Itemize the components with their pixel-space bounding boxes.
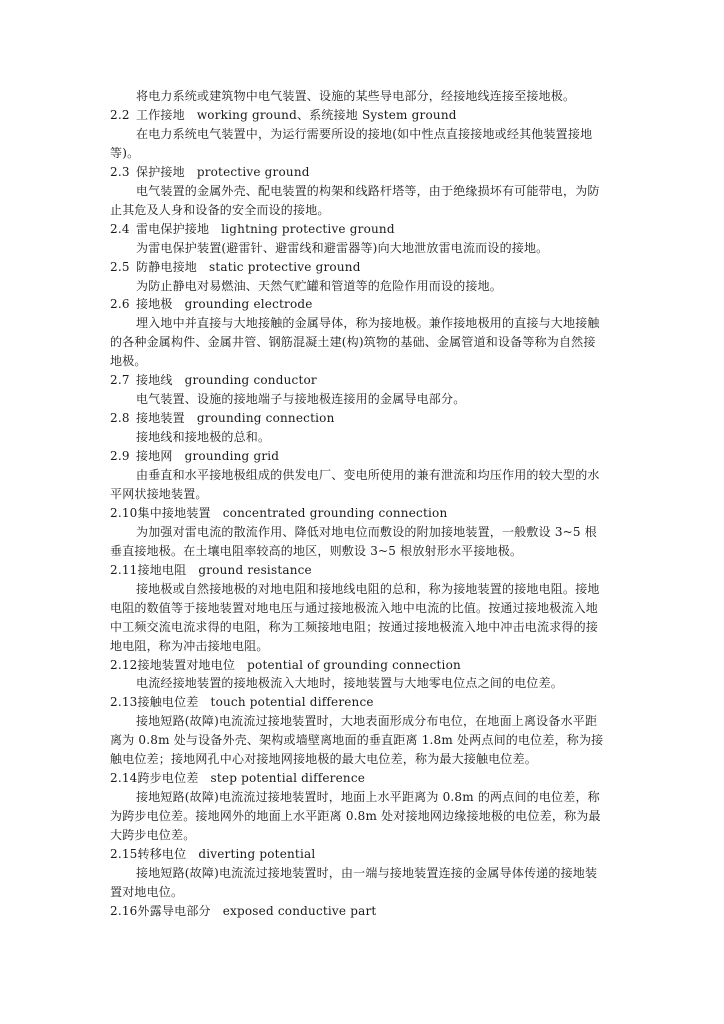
paragraph-first-line: 为雷电保护装置(避雷针、避雷线和避雷器等)向大地泄放雷电流而设的接地。 [136,240,549,255]
paragraph-first-line: 接地线和接地极的总和。 [136,430,271,445]
section-heading [110,505,447,521]
section-term-english: lightning protective ground [221,221,395,236]
paragraph-first-line: 将电力系统或建筑物中电气装置、设施的某些导电部分，经接地线连接至接地极。 [136,89,576,103]
paragraph-line: 为跨步电位差。接地网外的地面上水平距离 0.8m 处对接地网边缘接地极的电位差，称为最 [110,809,601,824]
paragraph-line: 等)。 [110,145,140,160]
section-number: 2.8 [110,411,130,426]
section-term-chinese: 接地装置 [136,411,185,426]
section-heading [110,221,395,237]
paragraph-first-line: 电流经接地装置的接地极流入大地时，接地装置与大地零电位点之间的电位差。 [136,676,564,691]
paragraph-first-line: 为防止静电对易燃油、天然气贮罐和管道等的危险作用而设的接地。 [136,278,503,293]
section-term-english: exposed conductive part [222,903,377,918]
section-term-english: grounding electrode [184,297,313,312]
paragraph-first-line: 接地短路(故障)电流流过接地装置时，由一端与接地装置连接的金属导体传递的接地装 [136,865,598,880]
paragraph-line: 的各种金属构件、金属井管、钢筋混凝土建(构)筑物的基础、金属管道和设备等称为自然接 [110,335,596,350]
section-heading [110,694,374,710]
section-number: 2.3 [110,164,130,179]
section-term-chinese: 接地网 [136,449,173,464]
section-heading [110,903,376,919]
paragraph-first-line: 接地极或自然接地极的对地电阻和接地线电阻的总和，称为接地装置的接地电阻。接地 [136,581,600,596]
section-term-english: potential of grounding connection [247,657,461,672]
paragraph-line: 置对地电位。 [110,884,184,899]
paragraph-first-line: 为加强对雷电流的散流作用、降低对地电位而敷设的附加接地装置，一般敷设 3~5 根 [136,524,597,539]
section-heading [110,164,310,180]
section-term-english: static protective ground [209,259,361,274]
section-term-english: grounding connection [196,411,335,426]
paragraph-line: 平网状接地装置。 [110,486,208,501]
paragraph-first-line: 由垂直和水平接地极组成的供发电厂、变电所使用的兼有泄流和均压作用的较大型的水 [136,468,600,482]
section-heading [110,410,335,426]
section-term-english: protective ground [196,164,310,179]
section-term-chinese: 转移电位 [137,847,187,861]
paragraph-first-line: 埋入地中并直接与大地接触的金属导体，称为接地极。兼作接地极用的直接与大地接触 [136,316,600,331]
section-term-chinese: 接地装置对地电位 [137,657,236,672]
section-term-chinese: 外露导电部分 [137,903,211,918]
paragraph-first-line: 接地短路(故障)电流流过接地装置时，大地表面形成分布电位，在地面上离设备水平距 [136,714,598,729]
section-number: 2.13 [110,695,138,710]
section-term-chinese: 集中接地装置 [137,505,211,520]
section-term-chinese: 接地极 [136,297,173,312]
section-heading [110,770,365,786]
section-number: 2.9 [110,449,130,464]
paragraph-line: 电阻的数值等于接地装置对地电压与通过接地极流入地中电流的比值。按通过接地极流入地 [110,600,599,615]
paragraph-line: 触电位差；接地网孔中心对接地网接地极的最大电位差，称为最大接触电位差。 [110,752,538,767]
section-heading [110,259,361,275]
section-heading [110,846,315,862]
section-heading [110,657,461,673]
section-heading [110,296,313,312]
section-heading [110,372,317,388]
section-term-english: step potential difference [210,771,366,786]
section-number: 2.14 [110,771,138,786]
section-term-english: concentrated grounding connection [222,505,448,520]
section-term-chinese: 雷电保护接地 [136,221,210,236]
section-term-english: working ground、系统接地 System ground [196,107,457,122]
section-heading [110,562,312,578]
section-term-chinese: 防静电接地 [136,259,198,274]
section-number: 2.12 [110,657,138,672]
section-heading [110,107,457,123]
section-term-chinese: 接地电阻 [137,562,187,577]
section-number: 2.4 [110,221,130,236]
section-number: 2.16 [110,903,138,918]
section-term-english: ground resistance [198,562,312,577]
paragraph-line: 大跨步电位差。 [110,828,196,843]
paragraph-line: 中工频交流电流求得的电阻，称为工频接地电阻；按通过接地极流入地中冲击电流求得的接 [110,619,599,634]
section-term-chinese: 接触电位差 [137,695,199,710]
section-heading [110,448,279,464]
section-number: 2.11 [110,562,138,577]
section-number: 2.2 [110,107,130,122]
section-term-english: diverting potential [198,847,316,861]
section-term-english: grounding grid [184,449,280,464]
section-term-chinese: 保护接地 [136,164,185,179]
paragraph-first-line: 电气装置的金属外壳、配电装置的构架和线路杆塔等，由于绝缘损坏有可能带电，为防 [136,183,600,198]
section-term-english: touch potential difference [210,695,374,710]
paragraph-line: 地极。 [110,354,147,369]
section-term-english: grounding conductor [184,373,317,388]
paragraph-line: 地电阻，称为冲击接地电阻。 [110,638,269,653]
section-term-chinese: 接地线 [136,373,173,388]
paragraph-line: 止其危及人身和设备的安全而设的接地。 [110,202,330,217]
section-term-chinese: 跨步电位差 [137,771,199,786]
section-term-chinese: 工作接地 [136,107,185,122]
paragraph-first-line: 接地短路(故障)电流流过接地装置时，地面上水平距离为 0.8m 的两点间的电位差，称 [136,790,600,805]
section-number: 2.15 [110,847,138,861]
paragraph-first-line: 电气装置、设施的接地端子与接地极连接用的金属导电部分。 [136,392,466,407]
paragraph-line: 离为 0.8m 处与设备外壳、架构或墙壁离地面的垂直距离 1.8m 处两点间的电位差，称为接 [110,733,604,748]
section-number: 2.10 [110,505,138,520]
section-number: 2.5 [110,259,130,274]
section-number: 2.7 [110,373,130,388]
section-number: 2.6 [110,297,130,312]
paragraph-first-line: 在电力系统电气装置中，为运行需要所设的接地(如中性点直接接地或经其他装置接地 [136,126,593,141]
paragraph-line: 垂直接地极。在土壤电阻率较高的地区，则敷设 3~5 根放射形水平接地极。 [110,543,523,558]
